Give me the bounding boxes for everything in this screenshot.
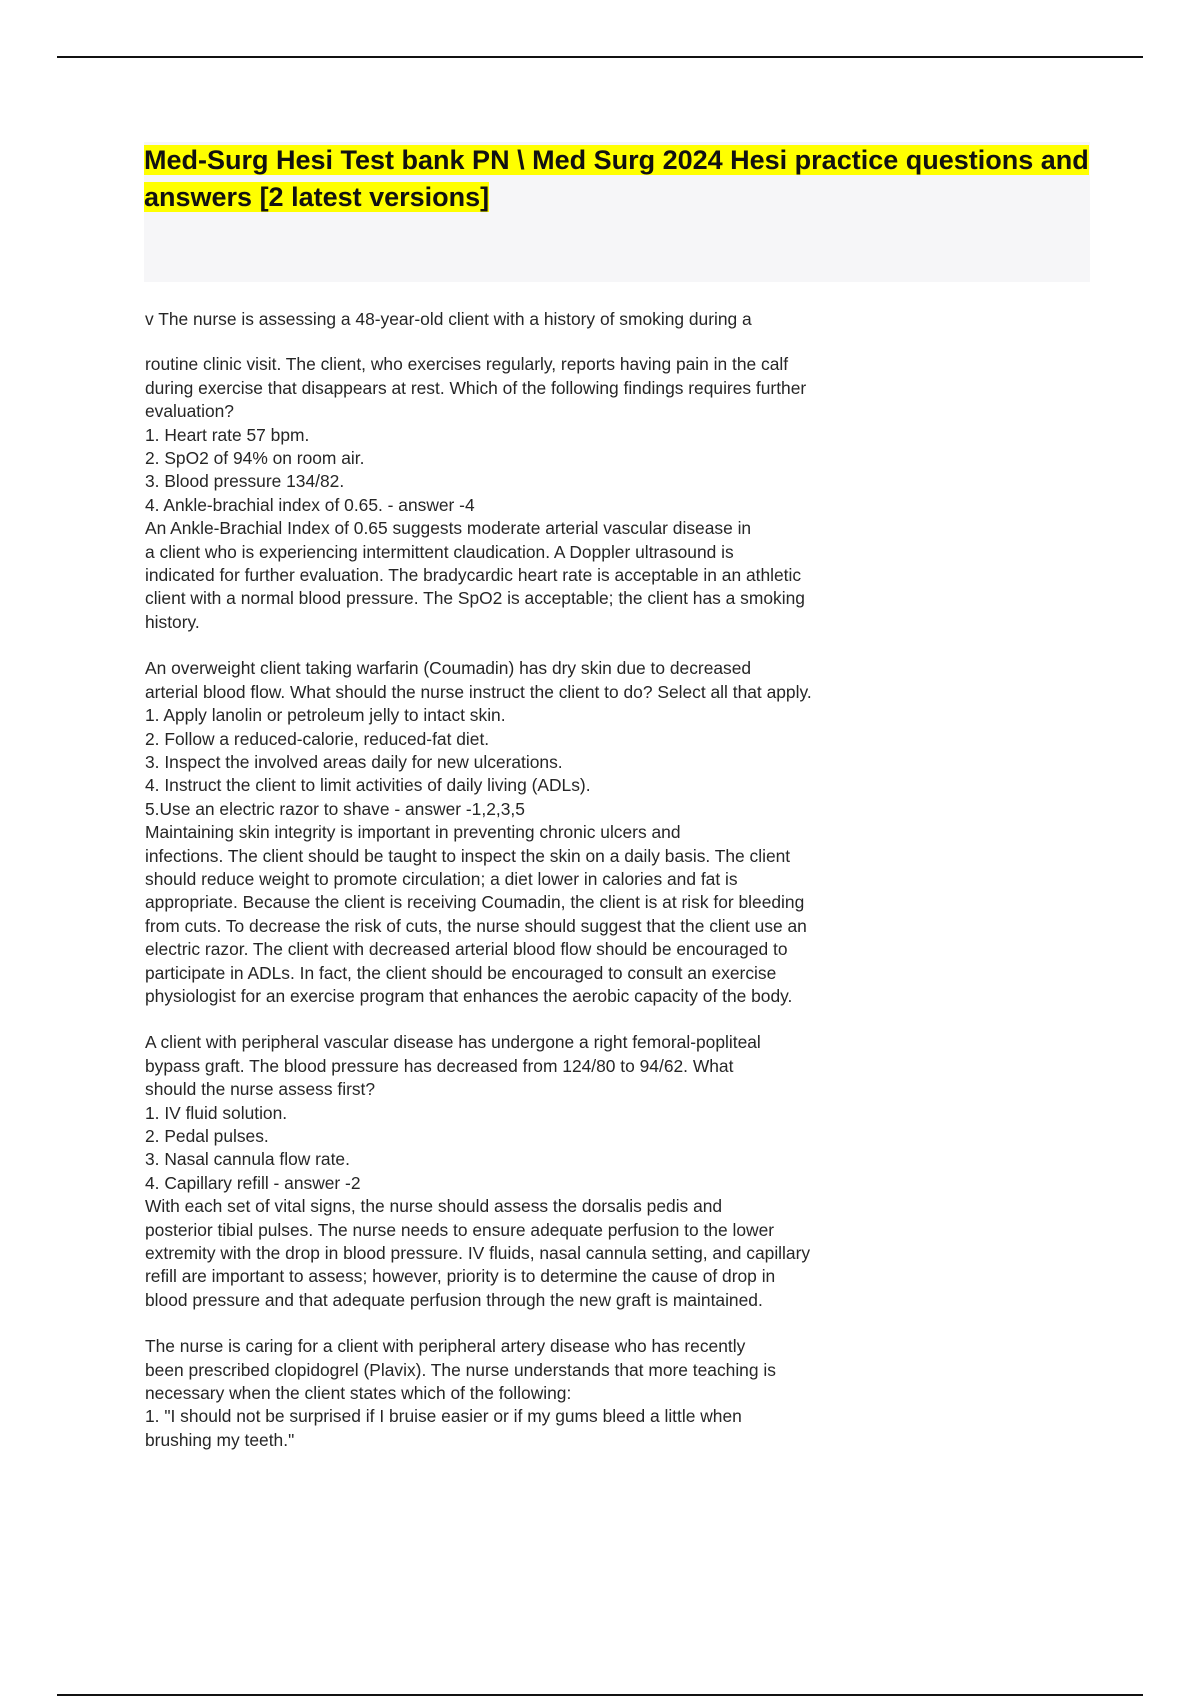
rationale-line: blood pressure and that adequate perfusion through the new graft is maintained. [145, 1289, 763, 1310]
paragraph-gap [145, 1312, 945, 1335]
option-line: brushing my teeth." [145, 1429, 295, 1450]
text-line: during exercise that disappears at rest. Which of the following findings requires further [145, 377, 807, 398]
document-body [145, 308, 945, 1452]
rationale-line: participate in ADLs. In fact, the client should be encouraged to consult an exercise [145, 962, 777, 983]
text-line: bypass graft. The blood pressure has decreased from 124/80 to 94/62. What [145, 1055, 734, 1076]
rationale-line: a client who is experiencing intermittent claudication. A Doppler ultrasound is [145, 541, 734, 562]
footer-rule [57, 1694, 1143, 1696]
paragraph-gap [145, 1008, 945, 1031]
text-line: routine clinic visit. The client, who exercises regularly, reports having pain in the calf [145, 354, 789, 375]
rationale-line: infections. The client should be taught to inspect the skin on a daily basis. The client [145, 845, 791, 866]
title-highlight: Med-Surg Hesi Test bank PN \ Med Surg 2024 Hesi practice questions and answers [2 latest versions] [144, 145, 1089, 212]
text-line: necessary when the client states which of the following: [145, 1383, 572, 1404]
header-rule [57, 56, 1143, 58]
answer-line: 5.Use an electric razor to shave - answer -1,2,3,5 [145, 798, 525, 819]
rationale-line: An Ankle-Brachial Index of 0.65 suggests moderate arterial vascular disease in [145, 518, 752, 539]
title-block [144, 142, 1090, 282]
lead-line: v The nurse is assessing a 48-year-old client with a history of smoking during a [145, 309, 752, 329]
rationale-line: should reduce weight to promote circulation; a diet lower in calories and fat is [145, 868, 738, 889]
rationale-line: appropriate. Because the client is receiving Coumadin, the client is at risk for bleeding [145, 892, 805, 913]
option-line: 4. Instruct the client to limit activities of daily living (ADLs). [145, 775, 591, 796]
text-line: arterial blood flow. What should the nurse instruct the client to do? Select all that apply. [145, 681, 812, 702]
text-line: should the nurse assess first? [145, 1079, 376, 1100]
option-line: 1. "I should not be surprised if I bruise easier or if my gums bleed a little when [145, 1406, 742, 1427]
option-line: 3. Inspect the involved areas daily for new ulcerations. [145, 751, 563, 772]
answer-line: 4. Ankle-brachial index of 0.65. - answer -4 [145, 494, 475, 515]
text-line: A client with peripheral vascular disease has undergone a right femoral-popliteal [145, 1032, 761, 1053]
rationale-line: client with a normal blood pressure. The SpO2 is acceptable; the client has a smoking [145, 588, 805, 609]
rationale-line: from cuts. To decrease the risk of cuts, the nurse should suggest that the client use an [145, 915, 807, 936]
text-line: An overweight client taking warfarin (Coumadin) has dry skin due to decreased [145, 658, 752, 679]
option-line: 2. SpO2 of 94% on room air. [145, 448, 365, 469]
rationale-line: posterior tibial pulses. The nurse needs to ensure adequate perfusion to the lower [145, 1219, 775, 1240]
rationale-line: extremity with the drop in blood pressure. IV fluids, nasal cannula setting, and capillary [145, 1243, 811, 1264]
option-line: 1. IV fluid solution. [145, 1102, 288, 1123]
option-line: 2. Follow a reduced-calorie, reduced-fat diet. [145, 728, 490, 749]
rationale-line: indicated for further evaluation. The bradycardic heart rate is acceptable in an athletic [145, 565, 802, 586]
rationale-line: history. [145, 611, 200, 632]
rationale-line: Maintaining skin integrity is important in preventing chronic ulcers and [145, 822, 681, 843]
question-block-2 [145, 657, 945, 1008]
option-line: 1. Apply lanolin or petroleum jelly to intact skin. [145, 705, 506, 726]
option-line: 2. Pedal pulses. [145, 1126, 269, 1146]
text-line: evaluation? [145, 401, 234, 422]
answer-line: 4. Capillary refill - answer -2 [145, 1172, 361, 1193]
rationale-line: With each set of vital signs, the nurse should assess the dorsalis pedis and [145, 1196, 723, 1217]
rationale-line: physiologist for an exercise program that enhances the aerobic capacity of the body. [145, 985, 793, 1006]
question-block-4 [145, 1335, 945, 1452]
paragraph-gap [145, 634, 945, 657]
option-line: 3. Nasal cannula flow rate. [145, 1149, 350, 1170]
rationale-line: electric razor. The client with decreased arterial blood flow should be encouraged to [145, 939, 788, 960]
rationale-line: refill are important to assess; however, priority is to determine the cause of drop in [145, 1266, 776, 1287]
document-title [144, 142, 1090, 216]
question-block-1 [145, 353, 945, 634]
question-block-3 [145, 1031, 945, 1312]
option-line: 1. Heart rate 57 bpm. [145, 424, 310, 445]
text-line: been prescribed clopidogrel (Plavix). The nurse understands that more teaching is [145, 1359, 776, 1380]
option-line: 3. Blood pressure 134/82. [145, 471, 345, 492]
text-line: The nurse is caring for a client with peripheral artery disease who has recently [145, 1336, 746, 1357]
